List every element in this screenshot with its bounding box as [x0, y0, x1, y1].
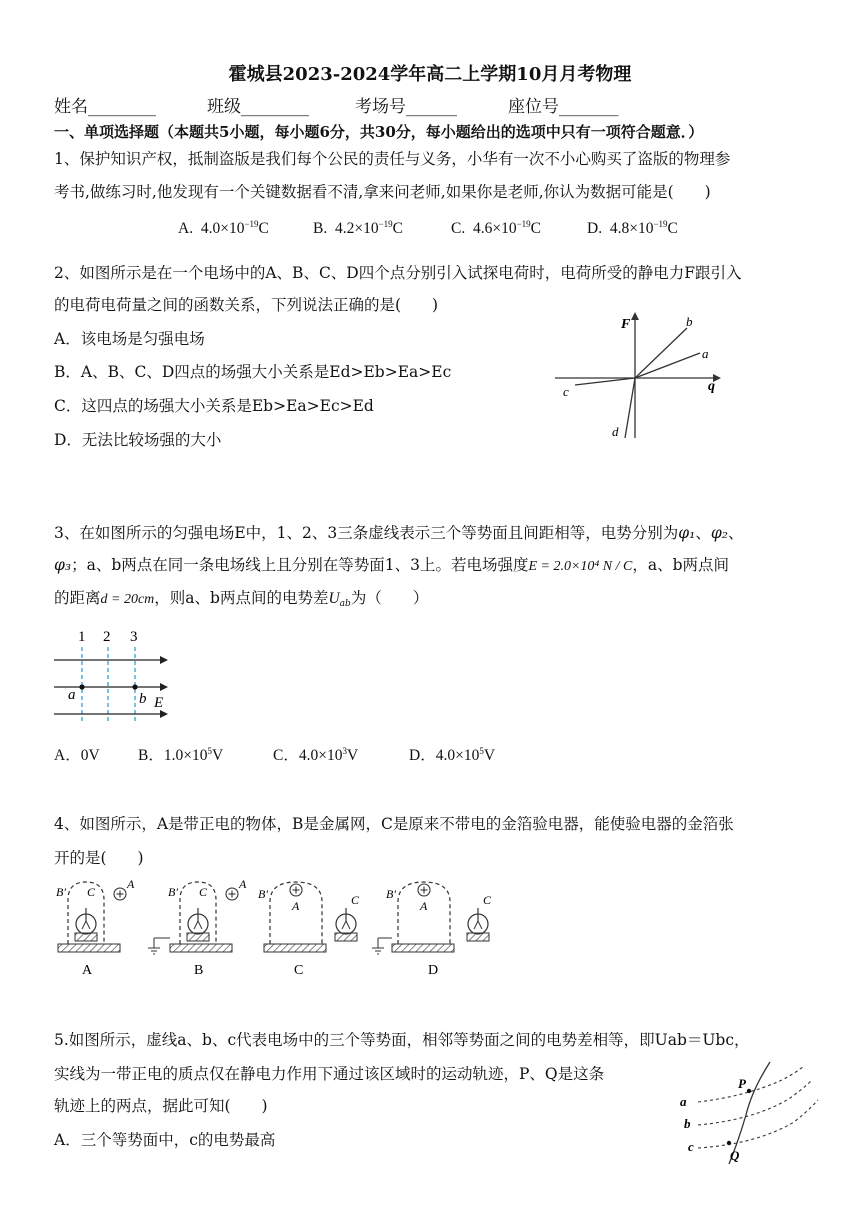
- q5-line3: 轨迹上的两点，据此可知( ): [54, 1097, 268, 1115]
- q2-option-c: C．这四点的场强大小关系是Eb>Ea>Ec>Ed: [54, 397, 374, 415]
- q5-line2: 实线为一带正电的质点仅在静电力作用下通过该区域时的运动轨迹，P、Q是这条: [54, 1065, 605, 1083]
- svg-text:P: P: [738, 1076, 746, 1091]
- q4-line2: 开的是( ): [54, 849, 144, 867]
- svg-text:B: B: [194, 963, 204, 978]
- svg-text:A: A: [239, 877, 247, 891]
- svg-text:A: A: [292, 899, 300, 913]
- q1-line1: 1、保护知识产权，抵制盗版是我们每个公民的责任与义务，小华有一次不小心购买了盗版的物理参: [54, 150, 731, 168]
- svg-text:A: A: [127, 877, 135, 891]
- line-label-d: d: [612, 424, 619, 439]
- svg-text:b: b: [684, 1116, 691, 1131]
- q3-option-d: D．$4.0\times 10^5V$: [409, 746, 496, 764]
- svg-text:B′: B′: [258, 887, 268, 901]
- info-seat: 座位号_______: [508, 97, 619, 117]
- svg-text:3: 3: [130, 629, 138, 645]
- svg-text:B′: B′: [56, 885, 66, 899]
- q2-option-d: D．无法比较场强的大小: [54, 431, 222, 449]
- q5-diagram: [672, 1060, 822, 1170]
- svg-text:c: c: [688, 1139, 694, 1154]
- svg-text:b: b: [139, 691, 147, 707]
- q3-option-c: C．$4.0\times 10^3V$: [273, 746, 359, 764]
- q1-option-c: C. $4.6\times 10^{-19}C$: [451, 219, 542, 237]
- q4-line1: 4、如图所示，A是带正电的物体，B是金属网，C是原来不带电的金箔验电器，能使验电器的金箔张: [54, 815, 734, 833]
- svg-text:A: A: [82, 963, 93, 978]
- svg-text:C: C: [483, 893, 492, 907]
- q3-option-b: B．$1.0\times 10^5V$: [138, 746, 224, 764]
- q4-figure-b: [148, 877, 247, 978]
- q3-line3: 的距离d = 20cm，则a、b两点间的电势差$U_{ab}$为（ ）: [54, 589, 429, 609]
- q1-option-a: A. $4.0\times 10^{-19}C$: [178, 219, 269, 237]
- line-label-b: b: [686, 314, 693, 329]
- q2-graph: [555, 308, 730, 443]
- axis-label-q: q: [708, 379, 715, 394]
- page-title: 霍城县2023-2024学年高二上学期10月月考物理: [228, 64, 632, 85]
- q2-option-b: B．A、B、C、D四点的场强大小关系是Ed>Eb>Ea>Ec: [54, 363, 452, 381]
- svg-text:1: 1: [78, 629, 86, 645]
- q4-figure-d: [372, 882, 492, 978]
- svg-text:C: C: [199, 885, 208, 899]
- svg-text:B′: B′: [168, 885, 178, 899]
- info-room: 考场号______: [355, 97, 457, 117]
- svg-text:E: E: [154, 695, 164, 711]
- q2-line1: 2、如图所示是在一个电场中的A、B、C、D四个点分别引入试探电荷时，电荷所受的静电力F跟引入: [54, 264, 742, 282]
- svg-text:2: 2: [103, 629, 111, 645]
- svg-text:C: C: [351, 893, 360, 907]
- q4-figures: [52, 876, 502, 978]
- section-heading: 一、单项选择题（本题共5小题，每小题6分，共30分，每小题给出的选项中只有一项符合题意．）: [54, 123, 704, 141]
- q1-option-b: B. $4.2\times 10^{-19}C$: [313, 219, 404, 237]
- q1-option-d: D. $4.8\times 10^{-19}C$: [587, 219, 678, 237]
- q3-option-a: A．0V: [54, 747, 100, 764]
- q3-line1: 3、在如图所示的匀强电场E中，1、2、3三条虚线表示三个等势面且间距相等，电势分别为φ₁、φ₂、: [54, 524, 744, 542]
- svg-text:C: C: [87, 885, 96, 899]
- q1-line2: 考书,做练习时,他发现有一个关键数据看不清,拿来问老师,如果你是老师,你认为数据可能是( ): [54, 183, 711, 201]
- svg-text:A: A: [420, 899, 428, 913]
- info-class: 班级________: [207, 97, 309, 117]
- q3-field-diagram: [54, 625, 184, 725]
- q2-option-a: A．该电场是匀强电场: [54, 330, 205, 348]
- line-label-a: a: [702, 346, 709, 361]
- svg-text:a: a: [68, 687, 76, 703]
- q2-line2: 的电荷电荷量之间的函数关系，下列说法正确的是( ): [54, 296, 439, 314]
- info-name: 姓名________: [54, 97, 156, 117]
- svg-text:Q: Q: [730, 1148, 740, 1163]
- q3-line2: φ₃；a、b两点在同一条电场线上且分别在等势面1、3上。若电场强度E = 2.0×10⁴ N / C，a、b两点间: [54, 556, 730, 574]
- q5-option-a: A．三个等势面中，c的电势最高: [54, 1131, 276, 1149]
- svg-text:B′: B′: [386, 887, 396, 901]
- q4-figure-c: [258, 882, 360, 978]
- svg-text:a: a: [680, 1094, 687, 1109]
- line-label-c: c: [563, 384, 569, 399]
- q5-line1: 5.如图所示，虚线a、b、c代表电场中的三个等势面，相邻等势面之间的电势差相等，即Uab＝Ubc，: [54, 1031, 750, 1049]
- svg-text:D: D: [428, 963, 439, 978]
- svg-text:C: C: [294, 963, 304, 978]
- q4-figure-a: [56, 877, 135, 978]
- axis-label-F: F: [621, 317, 631, 332]
